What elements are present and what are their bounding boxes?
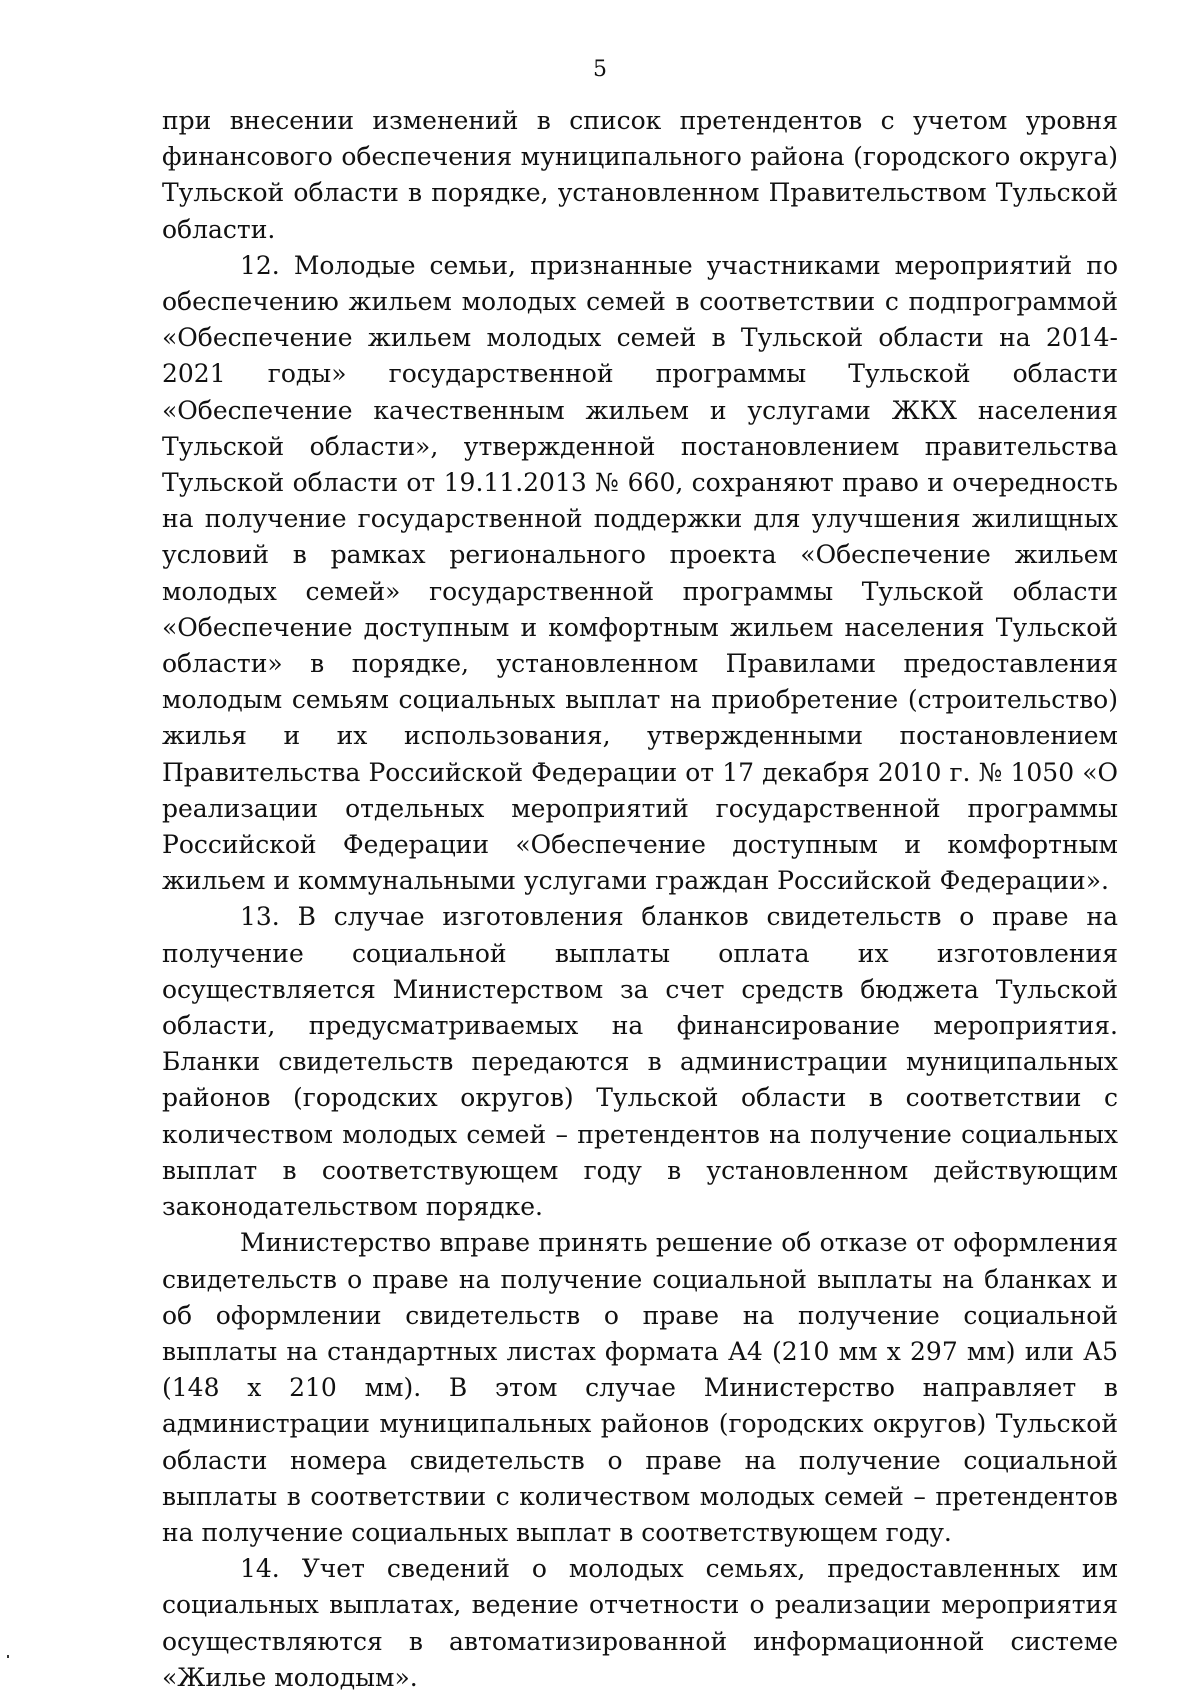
paragraph-continuation: при внесении изменений в список претендентов с учетом уровня финансового обеспечения муниципального района (городского округа) Тульской области в порядке, установленном Правительством Тульской области.: [162, 106, 1118, 244]
paragraph-item-13: 13. В случае изготовления бланков свидетельств о праве на получение социальной выплаты оплата их изготовления осуществляется Министерством за счет средств бюджета Тульской области, предусматриваемых на финансирование мероприятия. Бланки свидетельств передаются в администрации муниципальных районов (городских округов) Тульской области в соответствии с количеством молодых семей – претендентов на получение социальных выплат в соответствующем году в установленном действующим законодательством порядке.: [162, 902, 1118, 1222]
page-number: 5: [593, 57, 607, 82]
paragraph-item-12: 12. Молодые семьи, признанные участниками мероприятий по обеспечению жильем молодых семей в соответствии с подпрограммой «Обеспечение жильем молодых семей в Тульской области на 2014-2021 годы» государственной программы Тульской области «Обеспечение качественным жильем и услугами ЖКХ населения Тульской области», утвержденной постановлением правительства Тульской области от 19.11.2013 № 660, сохраняют право и очередность на получение государственной поддержки для улучшения жилищных условий в рамках регионального проекта «Обеспечение жильем молодых семей» государственной программы Тульской области «Обеспечение доступным и комфортным жильем населения Тульской области» в порядке, установленном Правилами предоставления молодым семьям социальных выплат на приобретение (строительство) жилья и их использования, утвержденными постановлением Правительства Российской Федерации от 17 декабря 2010 г. № 1050 «О реализации отдельных мероприятий государственной программы Российской Федерации «Обеспечение доступным и комфортным жильем и коммунальными услугами граждан Российской Федерации».: [162, 250, 1118, 896]
paragraph-item-14: 14. Учет сведений о молодых семьях, предоставленных им социальных выплатах, ведение отчетности о реализации мероприятия осуществляются в автоматизированной информационной системе «Жилье молодым».: [162, 1554, 1118, 1692]
paragraph-ministry-decision: Министерство вправе принять решение об отказе от оформления свидетельств о праве на получение социальной выплаты на бланках и об оформлении свидетельств о праве на получение социальной выплаты на стандартных листах формата А4 (210 мм х 297 мм) или А5 (148 х 210 мм). В этом случае Министерство направляет в администрации муниципальных районов (городских округов) Тульской области номера свидетельств о праве на получение социальной выплаты в соответствии с количеством молодых семей – претендентов на получение социальных выплат в соответствующем году.: [162, 1228, 1118, 1547]
document-body: [162, 103, 1118, 1696]
scan-artifact: [7, 1655, 9, 1658]
